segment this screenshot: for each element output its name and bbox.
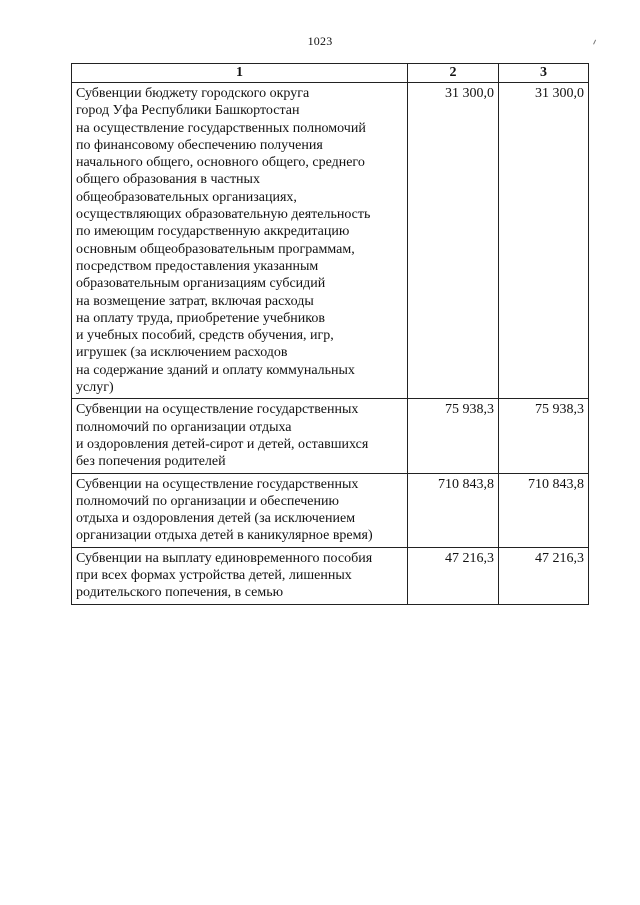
description-line: услуг) (76, 380, 114, 396)
description-line: общеобразовательных организациях, (76, 189, 297, 205)
description-line: начального общего, основного общего, среднего (76, 155, 365, 171)
table-row (72, 83, 589, 399)
amount-col-2: 47 216,3 (408, 547, 499, 604)
description-line: на осуществление государственных полномочий (76, 120, 366, 136)
table-row (72, 473, 589, 547)
amount-col-3: 75 938,3 (499, 399, 589, 473)
header-col-2: 2 (408, 64, 499, 83)
description-line: и оздоровления детей-сирот и детей, оставшихся (76, 436, 369, 452)
description-line: основным общеобразовательным программам, (76, 241, 355, 257)
row-description (72, 547, 408, 604)
description-line: и учебных пособий, средств обучения, игр, (76, 328, 334, 344)
description-line: при всех формах устройства детей, лишенных (76, 568, 352, 584)
description-line: Субвенции бюджету городского округа (76, 86, 310, 101)
description-line: Субвенции на выплату единовременного пособия (76, 550, 373, 566)
description-line: общего образования в частных (76, 172, 260, 188)
description-line: по финансовому обеспечению получения (76, 137, 323, 153)
description-line: по имеющим государственную аккредитацию (76, 224, 350, 240)
description-line: полномочий по организации и обеспечению (76, 493, 339, 509)
description-line: на возмещение затрат, включая расходы (76, 293, 314, 309)
table-row (72, 399, 589, 473)
amount-col-2: 75 938,3 (408, 399, 499, 473)
description-line: Субвенции на осуществление государственных (76, 476, 359, 492)
description-line: на содержание зданий и оплату коммунальных (76, 362, 355, 378)
amount-col-3: 31 300,0 (499, 83, 589, 399)
budget-table (71, 63, 589, 605)
description-line: без попечения родителей (76, 454, 226, 470)
amount-col-3: 710 843,8 (499, 473, 589, 547)
header-row (72, 64, 589, 83)
description-line: игрушек (за исключением расходов (76, 345, 288, 361)
page-number: 1023 (307, 34, 333, 48)
description-line: посредством предоставления указанным (76, 258, 319, 274)
description-line: осуществляющих образовательную деятельность (76, 207, 371, 223)
description-line: образовательным организациям субсидий (76, 276, 326, 292)
description-line: отдыха и оздоровления детей (за исключением (76, 511, 356, 527)
header-col-3: 3 (499, 64, 589, 83)
amount-col-3: 47 216,3 (499, 547, 589, 604)
description-line: организации отдыха детей в каникулярное время) (76, 528, 373, 544)
description-line: город Уфа Республики Башкортостан (76, 103, 300, 119)
description-line: Субвенции на осуществление государственных (76, 402, 359, 418)
header-col-1: 1 (72, 64, 408, 83)
table-row (72, 547, 589, 604)
row-description (72, 473, 408, 547)
description-line: родительского попечения, в семью (76, 585, 284, 601)
row-description (72, 399, 408, 473)
amount-col-2: 710 843,8 (408, 473, 499, 547)
row-description (72, 83, 408, 399)
description-line: на оплату труда, приобретение учебников (76, 310, 325, 326)
amount-col-2: 31 300,0 (408, 83, 499, 399)
description-line: полномочий по организации отдыха (76, 419, 292, 435)
